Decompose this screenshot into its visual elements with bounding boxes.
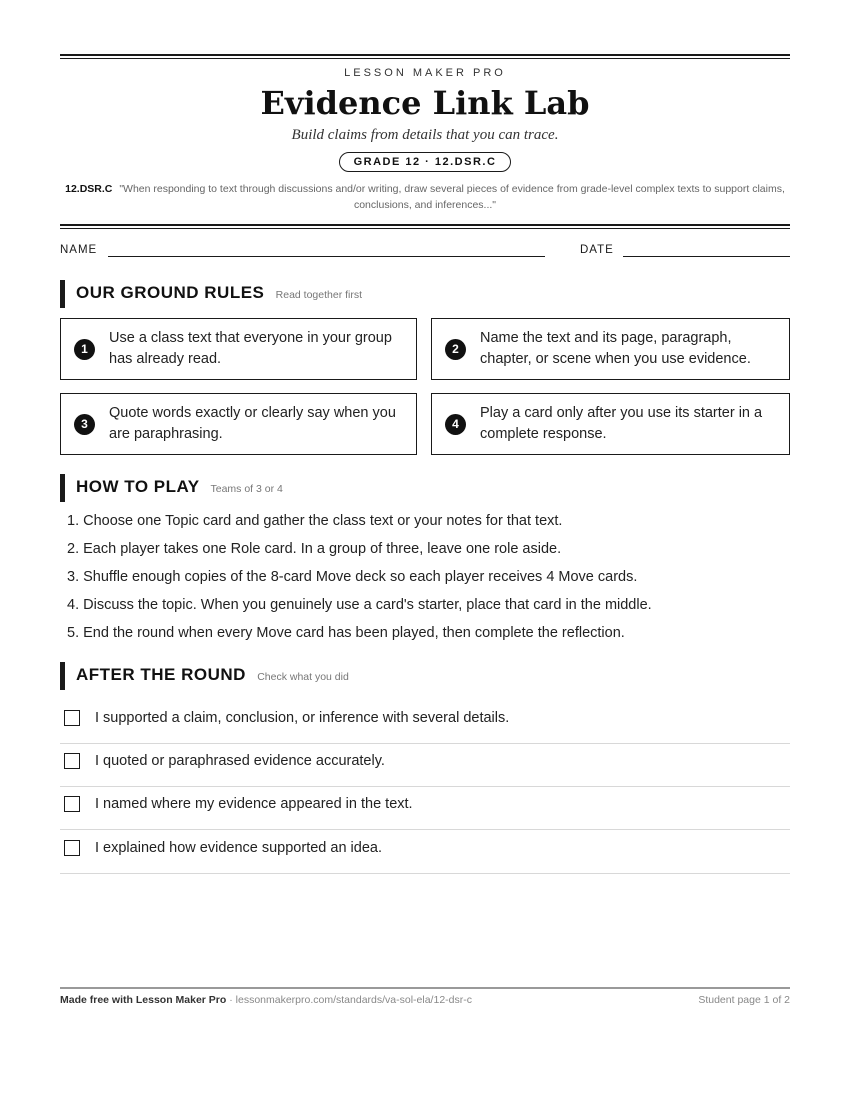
checklist-text: I quoted or paraphrased evidence accurately. xyxy=(95,753,385,769)
checklist-text: I named where my evidence appeared in the text. xyxy=(95,796,413,812)
header-top-rule xyxy=(60,54,790,56)
rule-card xyxy=(431,318,790,380)
student-fields xyxy=(60,244,790,260)
section-title: OUR GROUND RULES xyxy=(76,283,265,302)
section-hint: Teams of 3 or 4 xyxy=(210,483,283,495)
steps-list xyxy=(67,510,787,650)
how-to-play-heading xyxy=(60,474,790,502)
header-bottom-rule xyxy=(60,224,790,226)
brand-name: LESSON MAKER PRO xyxy=(344,67,506,79)
footer-credit xyxy=(60,994,472,1006)
checkbox[interactable] xyxy=(64,710,80,726)
standard-text: "When responding to text through discussions and/or writing, draw several pieces of evidence from grade-level complex texts to support claims, conclusions, and inferences..." xyxy=(119,183,785,211)
page-subtitle: Build claims from details that you can trace. xyxy=(291,127,559,143)
grade-badge: GRADE 12 · 12.DSR.C xyxy=(339,152,512,172)
name-field[interactable] xyxy=(108,256,545,257)
checkbox[interactable] xyxy=(64,840,80,856)
rule-card xyxy=(60,318,417,380)
ground-rules-heading xyxy=(60,280,790,308)
standard-code: 12.DSR.C xyxy=(65,183,113,195)
rule-card xyxy=(60,393,417,455)
list-item: 3. Shuffle enough copies of the 8-card Move deck so each player receives 4 Move cards. xyxy=(67,569,638,585)
section-title: AFTER THE ROUND xyxy=(76,665,246,684)
footer-url[interactable]: · lessonmakerpro.com/standards/va-sol-ela/12-dsr-c xyxy=(226,994,472,1006)
grade-badge-wrap xyxy=(60,152,790,172)
page-title: Evidence Link Lab xyxy=(260,84,590,122)
section-bar xyxy=(60,280,65,308)
checkbox[interactable] xyxy=(64,753,80,769)
checkbox[interactable] xyxy=(64,796,80,812)
name-label: NAME xyxy=(60,244,98,256)
rule-number: 1 xyxy=(74,339,95,360)
list-item: 4. Discuss the topic. When you genuinely use a card's starter, place that card in the middle. xyxy=(67,597,652,613)
rule-text: Play a card only after you use its starter in a complete response. xyxy=(480,405,763,442)
rule-card xyxy=(431,393,790,455)
section-bar xyxy=(60,474,65,502)
section-hint: Check what you did xyxy=(257,671,349,683)
date-label: DATE xyxy=(580,244,614,256)
footer-made-with: Made free with Lesson Maker Pro xyxy=(60,994,227,1006)
checklist-item[interactable] xyxy=(60,743,790,787)
checklist-text: I explained how evidence supported an idea. xyxy=(95,840,382,856)
footer-page-number: Student page 1 of 2 xyxy=(698,994,790,1006)
list-item: 5. End the round when every Move card has been played, then complete the reflection. xyxy=(67,625,625,641)
date-field[interactable] xyxy=(623,256,790,257)
checklist-item[interactable] xyxy=(60,830,790,874)
list-item: 1. Choose one Topic card and gather the class text or your notes for that text. xyxy=(67,513,563,529)
standard-description xyxy=(60,181,790,213)
section-title: HOW TO PLAY xyxy=(76,477,200,496)
rule-text: Name the text and its page, paragraph, chapter, or scene when you use evidence. xyxy=(480,330,751,367)
rule-number: 3 xyxy=(74,414,95,435)
list-item: 2. Each player takes one Role card. In a group of three, leave one role aside. xyxy=(67,541,562,557)
rule-number: 4 xyxy=(445,414,466,435)
rule-text: Quote words exactly or clearly say when you are paraphrasing. xyxy=(109,405,396,442)
checklist-text: I supported a claim, conclusion, or inference with several details. xyxy=(95,710,510,726)
section-hint: Read together first xyxy=(275,289,363,301)
after-round-heading xyxy=(60,662,790,690)
section-bar xyxy=(60,662,65,690)
footer-rule xyxy=(60,987,790,989)
rule-text: Use a class text that everyone in your group has already read. xyxy=(109,330,392,367)
rule-number: 2 xyxy=(445,339,466,360)
checklist-item[interactable] xyxy=(60,786,790,830)
checklist-item[interactable] xyxy=(60,700,790,744)
